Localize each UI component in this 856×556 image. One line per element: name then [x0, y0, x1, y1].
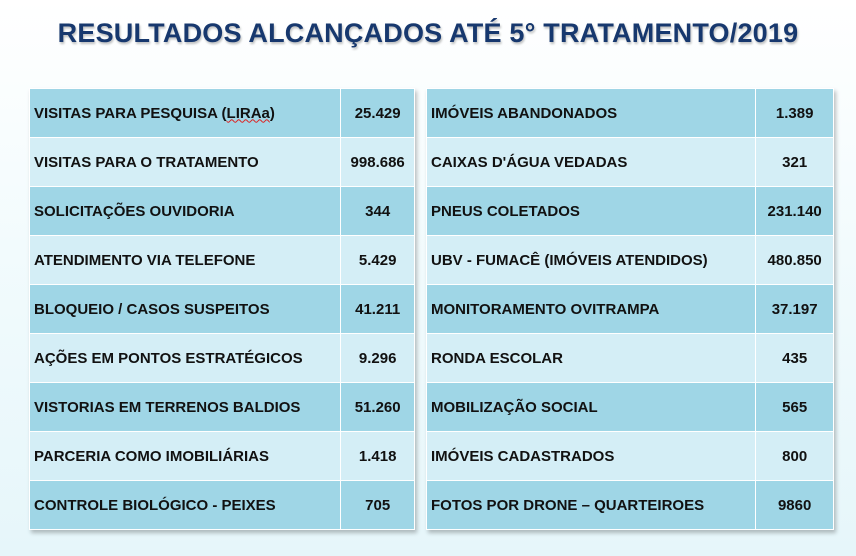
row-label: VISITAS PARA PESQUISA (LIRAa)	[30, 89, 341, 138]
table-row	[427, 187, 834, 236]
table-row	[427, 481, 834, 530]
row-label: MONITORAMENTO OVITRAMPA	[427, 285, 756, 334]
row-label: SOLICITAÇÕES OUVIDORIA	[30, 187, 341, 236]
row-label: CAIXAS D'ÁGUA VEDADAS	[427, 138, 756, 187]
row-value: 800	[756, 432, 834, 481]
row-label: PARCERIA COMO IMOBILIÁRIAS	[30, 432, 341, 481]
row-value: 1.418	[341, 432, 415, 481]
row-value: 9860	[756, 481, 834, 530]
row-label: AÇÕES EM PONTOS ESTRATÉGICOS	[30, 334, 341, 383]
table-row	[427, 285, 834, 334]
row-value: 5.429	[341, 236, 415, 285]
table-row	[427, 236, 834, 285]
table-row	[427, 334, 834, 383]
table-row	[427, 432, 834, 481]
row-label: VISITAS PARA O TRATAMENTO	[30, 138, 341, 187]
table-row	[427, 383, 834, 432]
row-value: 9.296	[341, 334, 415, 383]
table-row	[30, 236, 415, 285]
row-value: 480.850	[756, 236, 834, 285]
table-row	[30, 334, 415, 383]
left-results-table	[29, 88, 415, 530]
row-value: 705	[341, 481, 415, 530]
row-label: IMÓVEIS ABANDONADOS	[427, 89, 756, 138]
row-value: 231.140	[756, 187, 834, 236]
row-label: BLOQUEIO / CASOS SUSPEITOS	[30, 285, 341, 334]
table-row	[30, 432, 415, 481]
row-label: PNEUS COLETADOS	[427, 187, 756, 236]
table-row	[30, 383, 415, 432]
row-label: MOBILIZAÇÃO SOCIAL	[427, 383, 756, 432]
row-value: 435	[756, 334, 834, 383]
table-row	[30, 138, 415, 187]
row-value: 344	[341, 187, 415, 236]
right-results-table	[426, 88, 834, 530]
row-label: CONTROLE BIOLÓGICO - PEIXES	[30, 481, 341, 530]
row-label: UBV - FUMACÊ (IMÓVEIS ATENDIDOS)	[427, 236, 756, 285]
row-value: 51.260	[341, 383, 415, 432]
row-label: RONDA ESCOLAR	[427, 334, 756, 383]
spellcheck-word: LIRAa	[226, 104, 270, 122]
row-value: 565	[756, 383, 834, 432]
page-title: RESULTADOS ALCANÇADOS ATÉ 5° TRATAMENTO/2019	[57, 18, 799, 48]
row-label: IMÓVEIS CADASTRADOS	[427, 432, 756, 481]
table-row	[30, 187, 415, 236]
row-value: 1.389	[756, 89, 834, 138]
table-row	[30, 481, 415, 530]
table-row	[30, 89, 415, 138]
row-value: 41.211	[341, 285, 415, 334]
row-value: 998.686	[341, 138, 415, 187]
row-label: VISTORIAS EM TERRENOS BALDIOS	[30, 383, 341, 432]
row-label: ATENDIMENTO VIA TELEFONE	[30, 236, 341, 285]
row-value: 321	[756, 138, 834, 187]
row-value: 25.429	[341, 89, 415, 138]
row-value: 37.197	[756, 285, 834, 334]
table-row	[427, 89, 834, 138]
table-row	[427, 138, 834, 187]
table-row	[30, 285, 415, 334]
row-label: FOTOS POR DRONE – QUARTEIROES	[427, 481, 756, 530]
